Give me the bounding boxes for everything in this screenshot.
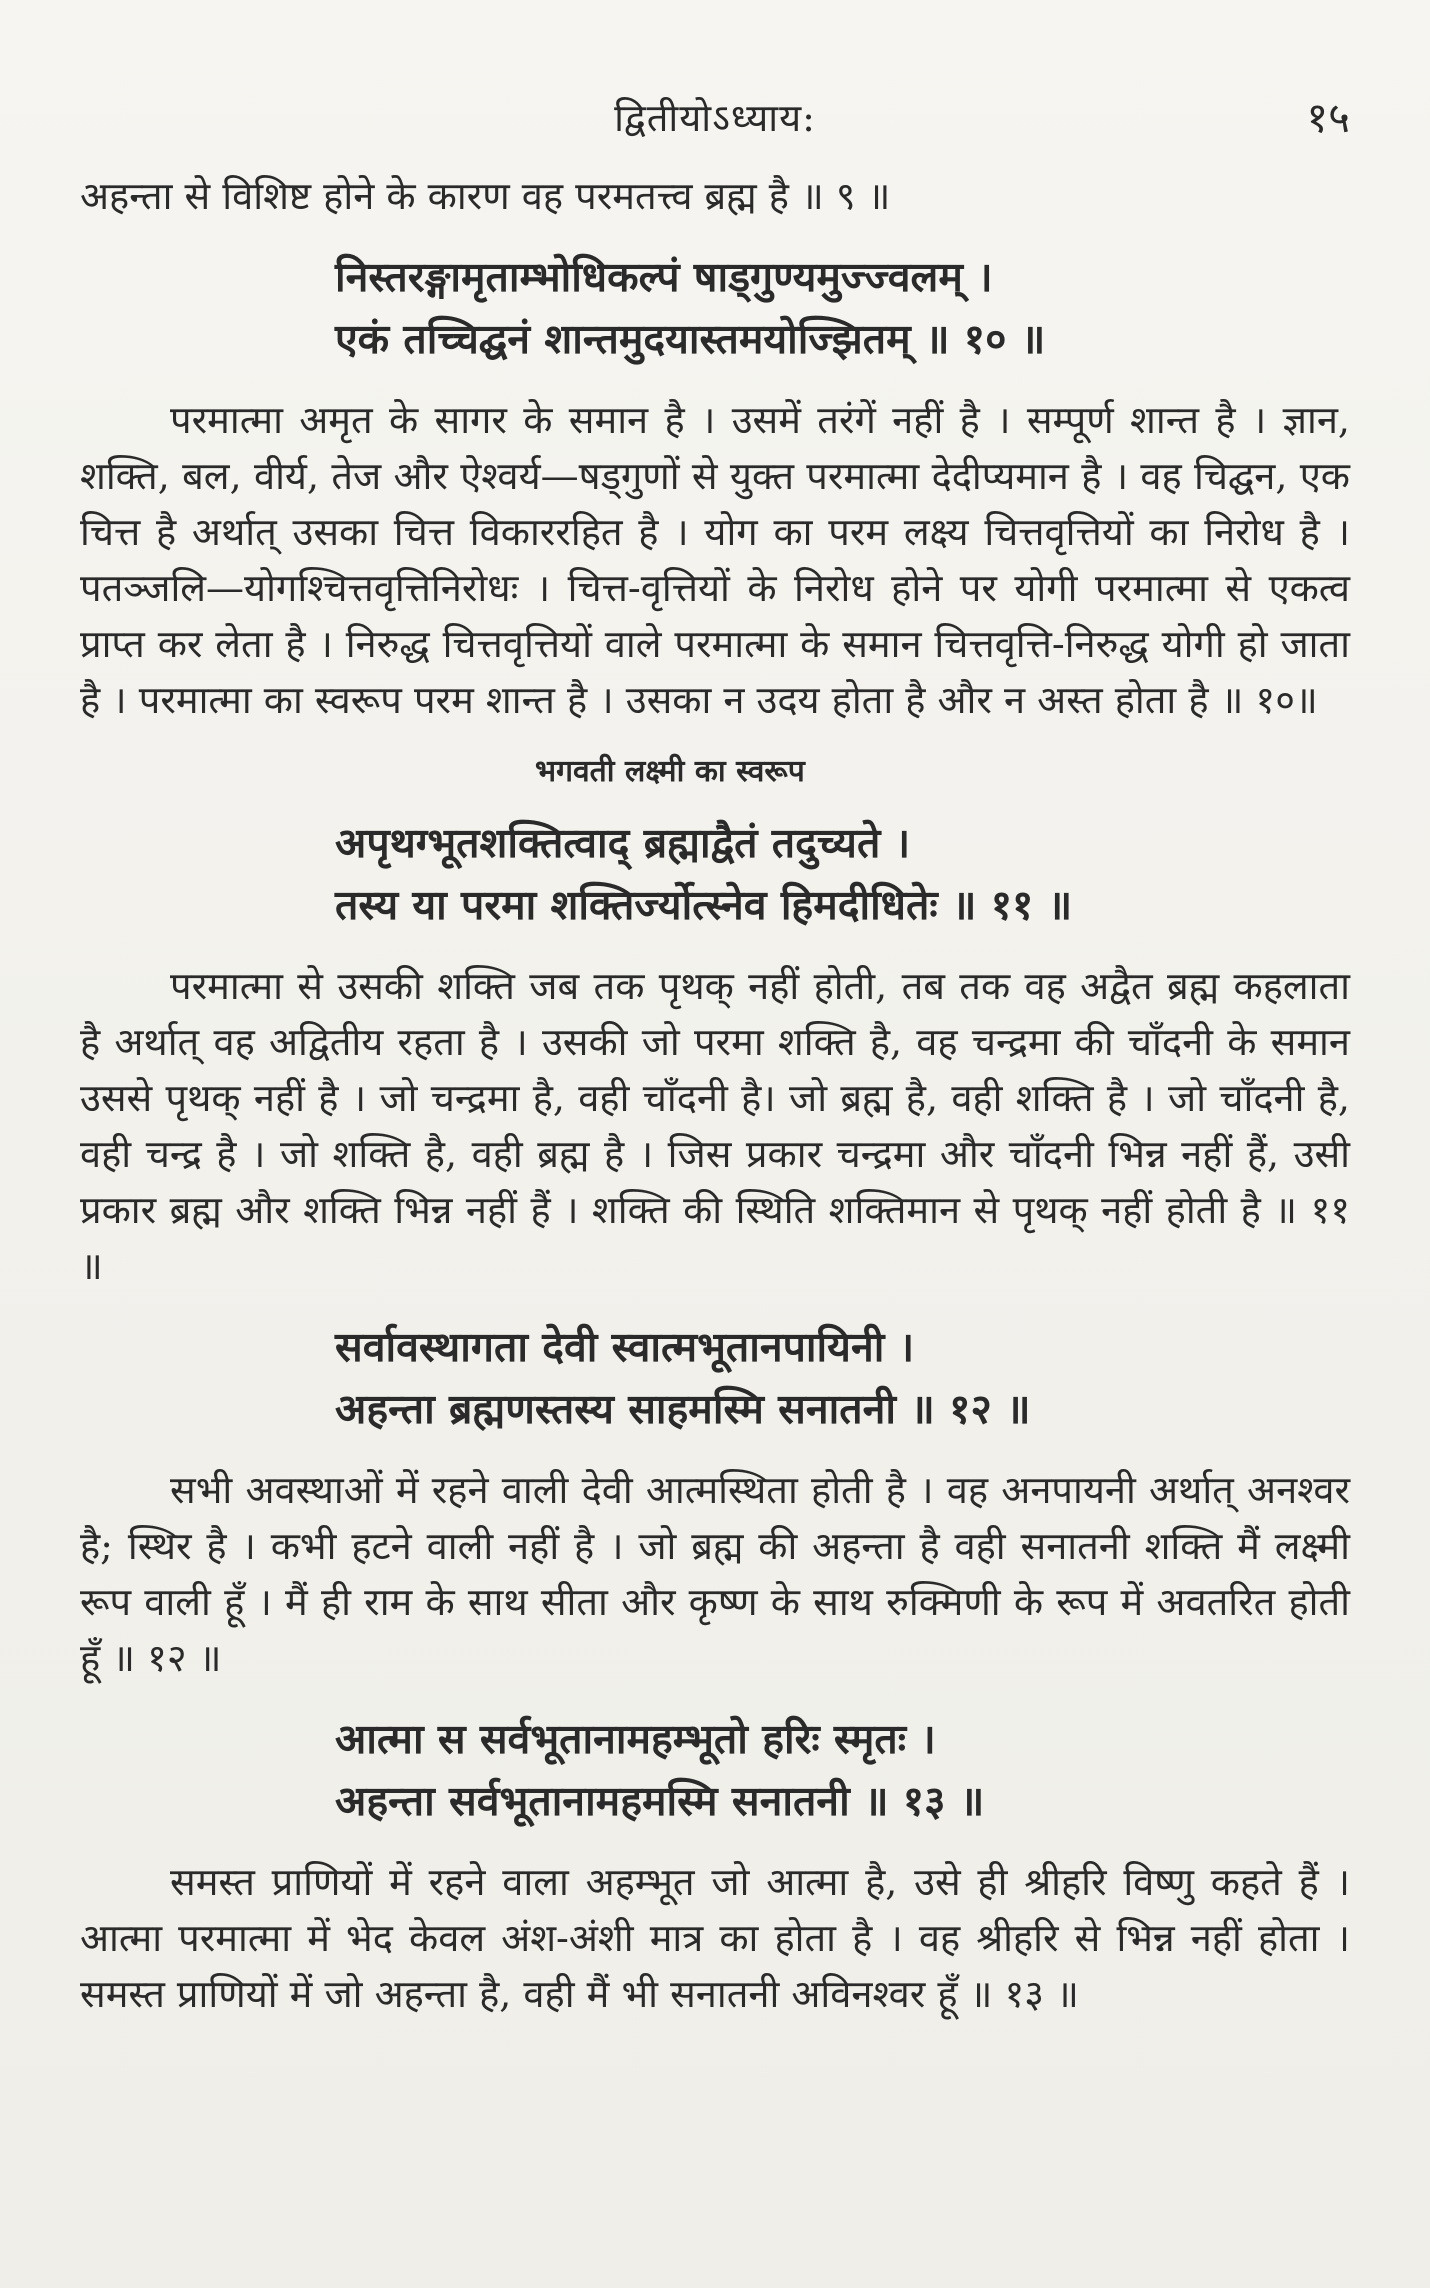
verse-12 [80,1316,1350,1440]
verse-13-line-1: आत्मा स सर्वभूतानामहम्भूतो हरिः स्मृतः । [335,1715,936,1763]
commentary-verse-9-end: अहन्ता से विशिष्ट होने के कारण वह परमतत्त्व ब्रह्म है ॥ ९ ॥ [80,174,891,218]
commentary-verse-11: परमात्मा से उसकी शक्ति जब तक पृथक् नहीं होती, तब तक वह अद्वैत ब्रह्म कहलाता है अर्थात् वह अद्वितीय रहता है । उसकी जो परमा शक्ति है, वह चन्द्रमा की चाँदनी के समान उससे पृथक् नहीं है । जो चन्द्रमा है, वही चाँदनी है। जो ब्रह्म है, वही शक्ति है । जो चाँदनी है, वही चन्द्र है । जो शक्ति है, वही ब्रह्म है । जिस प्रकार चन्द्रमा और चाँदनी भिन्न नहीं हैं, उसी प्रकार ब्रह्म और शक्ति भिन्न नहीं हैं । शक्ति की स्थिति शक्तिमान से पृथक् नहीं होती है ॥ ११ ॥ [80,964,1350,1288]
verse-12-line-1: सर्वावस्थागता देवी स्वात्मभूतानपायिनी । [335,1323,915,1371]
commentary-verse-13: समस्त प्राणियों में रहने वाला अहम्भूत जो आत्मा है, उसे ही श्रीहरि विष्णु कहते हैं । आत्मा परमात्मा में भेद केवल अंश-अंशी मात्र का होता है । वह श्रीहरि से भिन्न नहीं होता । समस्त प्राणियों में जो अहन्ता है, वही मैं भी सनातनी अविनश्वर हूँ ॥ १३ ॥ [80,1860,1350,2016]
running-header [0,88,1430,148]
chapter-title: द्वितीयोऽध्याय: [614,96,816,140]
commentary-verse-12: सभी अवस्थाओं में रहने वाली देवी आत्मस्थिता होती है । वह अनपायनी अर्थात् अनश्वर है; स्थिर है । कभी हटने वाली नहीं है । जो ब्रह्म की अहन्ता है वही सनातनी शक्ति मैं लक्ष्मी रूप वाली हूँ । मैं ही राम के साथ सीता और कृष्ण के साथ रुक्मिणी के रूप में अवतरित होती हूँ ॥ १२ ॥ [80,1468,1350,1680]
verse-13 [80,1708,1350,1832]
verse-11 [80,812,1350,936]
verse-10-line-1: निस्तरङ्गामृताम्भोधिकल्पं षाड्गुण्यमुज्ज्वलम् । [335,253,993,301]
verse-12-line-2: अहन्ता ब्रह्मणस्तस्य साहमस्मि सनातनी ॥ १२ ॥ [335,1385,1031,1433]
verse-10 [80,246,1350,370]
commentary-verse-10: परमात्मा अमृत के सागर के समान है । उसमें तरंगें नहीं है । सम्पूर्ण शान्त है । ज्ञान, शक्ति, बल, वीर्य, तेज और ऐश्वर्य—षड्गुणों से युक्त परमात्मा देदीप्यमान है । वह चिद्घन, एक चित्त है अर्थात् उसका चित्त विकाररहित है । योग का परम लक्ष्य चित्तवृत्तियों का निरोध है । पतञ्जलि—योगश्चित्तवृत्तिनिरोधः । चित्त-वृत्तियों के निरोध होने पर योगी परमात्मा से एकत्व प्राप्त कर लेता है । निरुद्ध चित्तवृत्तियों वाले परमात्मा के समान चित्तवृत्ति-निरुद्ध योगी हो जाता है । परमात्मा का स्वरूप परम शान्त है । उसका न उदय होता है और न अस्त होता है ॥ १०॥ [80,398,1350,722]
verse-10-line-2: एकं तच्चिद्घनं शान्तमुदयास्तमयोज्झितम् ॥ १० ॥ [335,315,1046,363]
verse-11-line-2: तस्य या परमा शक्तिर्ज्योत्स्नेव हिमदीधितेः ॥ ११ ॥ [335,881,1073,929]
section-subheading: भगवती लक्ष्मी का स्वरूप [535,754,805,789]
page-number: १५ [1306,93,1350,142]
page-body [80,168,1350,2044]
verse-11-line-1: अपृथग्भूतशक्तित्वाद् ब्रह्माद्वैतं तदुच्यते । [335,819,911,867]
verse-13-line-2: अहन्ता सर्वभूतानामहमस्मि सनातनी ॥ १३ ॥ [335,1777,985,1825]
